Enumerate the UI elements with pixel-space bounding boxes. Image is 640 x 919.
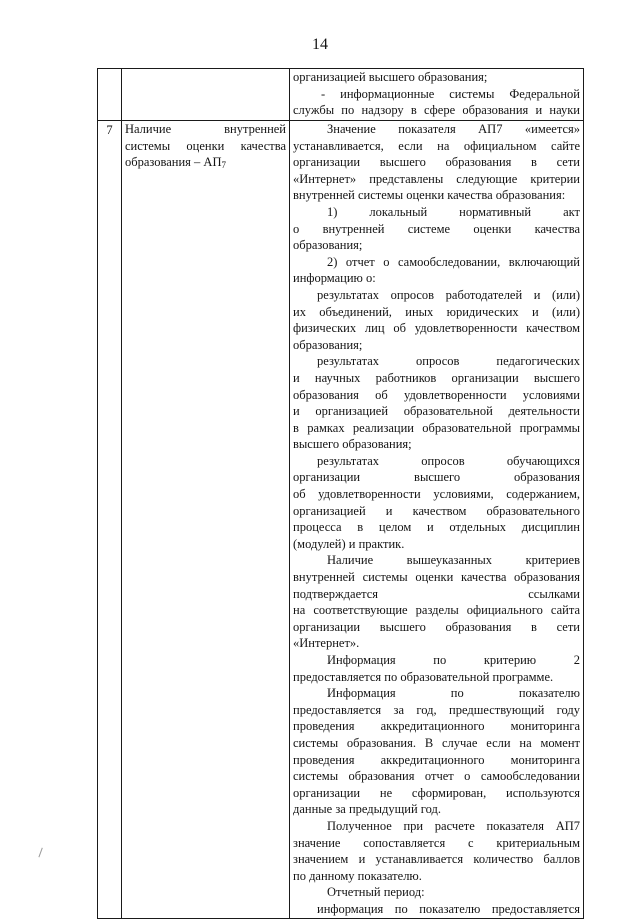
description-line: Значение показателя АП7 «имеется» — [327, 122, 580, 136]
description-line: подтверждается ссылками — [293, 586, 580, 601]
scan-mark — [38, 848, 45, 859]
indicator-text: образования – АП — [125, 155, 222, 170]
description-line: (модулей) и практик. — [293, 536, 405, 551]
indicator-line — [125, 154, 286, 171]
indicator-cell — [122, 121, 290, 919]
description-line: информацию о: — [293, 271, 376, 286]
description-line: образования; — [293, 238, 363, 253]
description-cell — [290, 69, 584, 121]
description-line: системы образования. В случае если на момент — [293, 735, 580, 750]
description-line: проведения аккредитационного мониторинга — [293, 752, 580, 767]
description-line: данные за предыдущий год. — [293, 802, 441, 817]
description-line: Наличие вышеуказанных критериев — [327, 553, 580, 568]
description-line: значением и устанавливается количество баллов — [293, 852, 580, 867]
indicator-line: Наличие внутренней — [125, 122, 286, 136]
description-line: «Интернет» представлены следующие критерии — [293, 171, 580, 186]
criteria-table — [97, 68, 584, 919]
description-line: устанавливается, если на официальном сайте — [293, 138, 580, 153]
description-line: 1) локальный нормативный акт — [327, 204, 580, 219]
description-line: их объединений, иных юридических и (или) — [293, 304, 580, 319]
indicator-line: системы оценки качества — [125, 138, 286, 153]
description-line: Информация по показателю — [327, 686, 580, 701]
description-line: организации высшего образования в сети — [293, 155, 580, 170]
description-line: предоставляется по образовательной программе. — [293, 669, 554, 684]
indicator-subscript: 7 — [221, 160, 226, 171]
description-line: Полученное при расчете показателя АП7 — [327, 818, 580, 833]
description-line: образования об удовлетворенности условиями — [293, 387, 580, 402]
description-line: и научных работников организации высшего — [293, 370, 580, 385]
description-line: - информационные системы Федеральной — [321, 86, 580, 101]
description-line: информация по показателю предоставляется — [317, 901, 580, 916]
page-number: 14 — [312, 36, 328, 53]
description-line: физических лиц об удовлетворенности качеством — [293, 321, 580, 336]
description-line: проведения аккредитационного мониторинга — [293, 719, 580, 734]
description-line: организацией высшего образования; — [293, 70, 488, 84]
description-line: значение сопоставляется с критериальным — [293, 835, 580, 850]
indicator-cell — [122, 69, 290, 121]
description-line: службы по надзору в сфере образования и науки — [293, 103, 580, 118]
description-line: о внутренней системе оценки качества — [293, 221, 580, 236]
description-line: об удовлетворенности условиями, содержанием, — [293, 487, 580, 502]
description-line: системы образования отчет о самообследовании — [293, 769, 580, 784]
description-line: результатах опросов педагогических — [317, 354, 580, 369]
table-row — [98, 121, 584, 919]
row-number-cell — [98, 69, 122, 121]
description-line: Информация по критерию 2 — [327, 653, 580, 667]
description-line: 2) отчет о самообследовании, включающий — [327, 254, 580, 269]
description-line: и организацией образовательной деятельности — [293, 404, 580, 419]
description-line: внутренней системы оценки качества образования — [293, 570, 580, 585]
description-line: результатах опросов работодателей и (или) — [317, 287, 580, 302]
description-line: организацией и качеством образовательного — [293, 503, 580, 518]
description-line: высшего образования; — [293, 437, 412, 452]
description-line: на соответствующие разделы официального сайта — [293, 603, 580, 618]
description-line: предоставляется за год, предшествующий году — [293, 702, 580, 717]
description-line: «Интернет». — [293, 636, 360, 651]
description-line: результатах опросов обучающихся — [317, 453, 580, 468]
table-row — [98, 69, 584, 121]
description-line: организации не сформирован, используются — [293, 785, 580, 800]
description-line: внутренней системы оценки качества образования: — [293, 188, 566, 203]
description-line: в рамках реализации образовательной программы — [293, 420, 580, 435]
description-line: процесса в целом и отдельных дисциплин — [293, 520, 580, 535]
description-line: образования; — [293, 337, 363, 352]
description-cell — [290, 121, 584, 919]
description-line: организации высшего образования — [293, 470, 580, 485]
description-line: по данному показателю. — [293, 868, 422, 883]
description-line: организации высшего образования в сети — [293, 619, 580, 634]
description-line: Отчетный период: — [327, 885, 425, 900]
row-number-cell: 7 — [98, 121, 122, 919]
